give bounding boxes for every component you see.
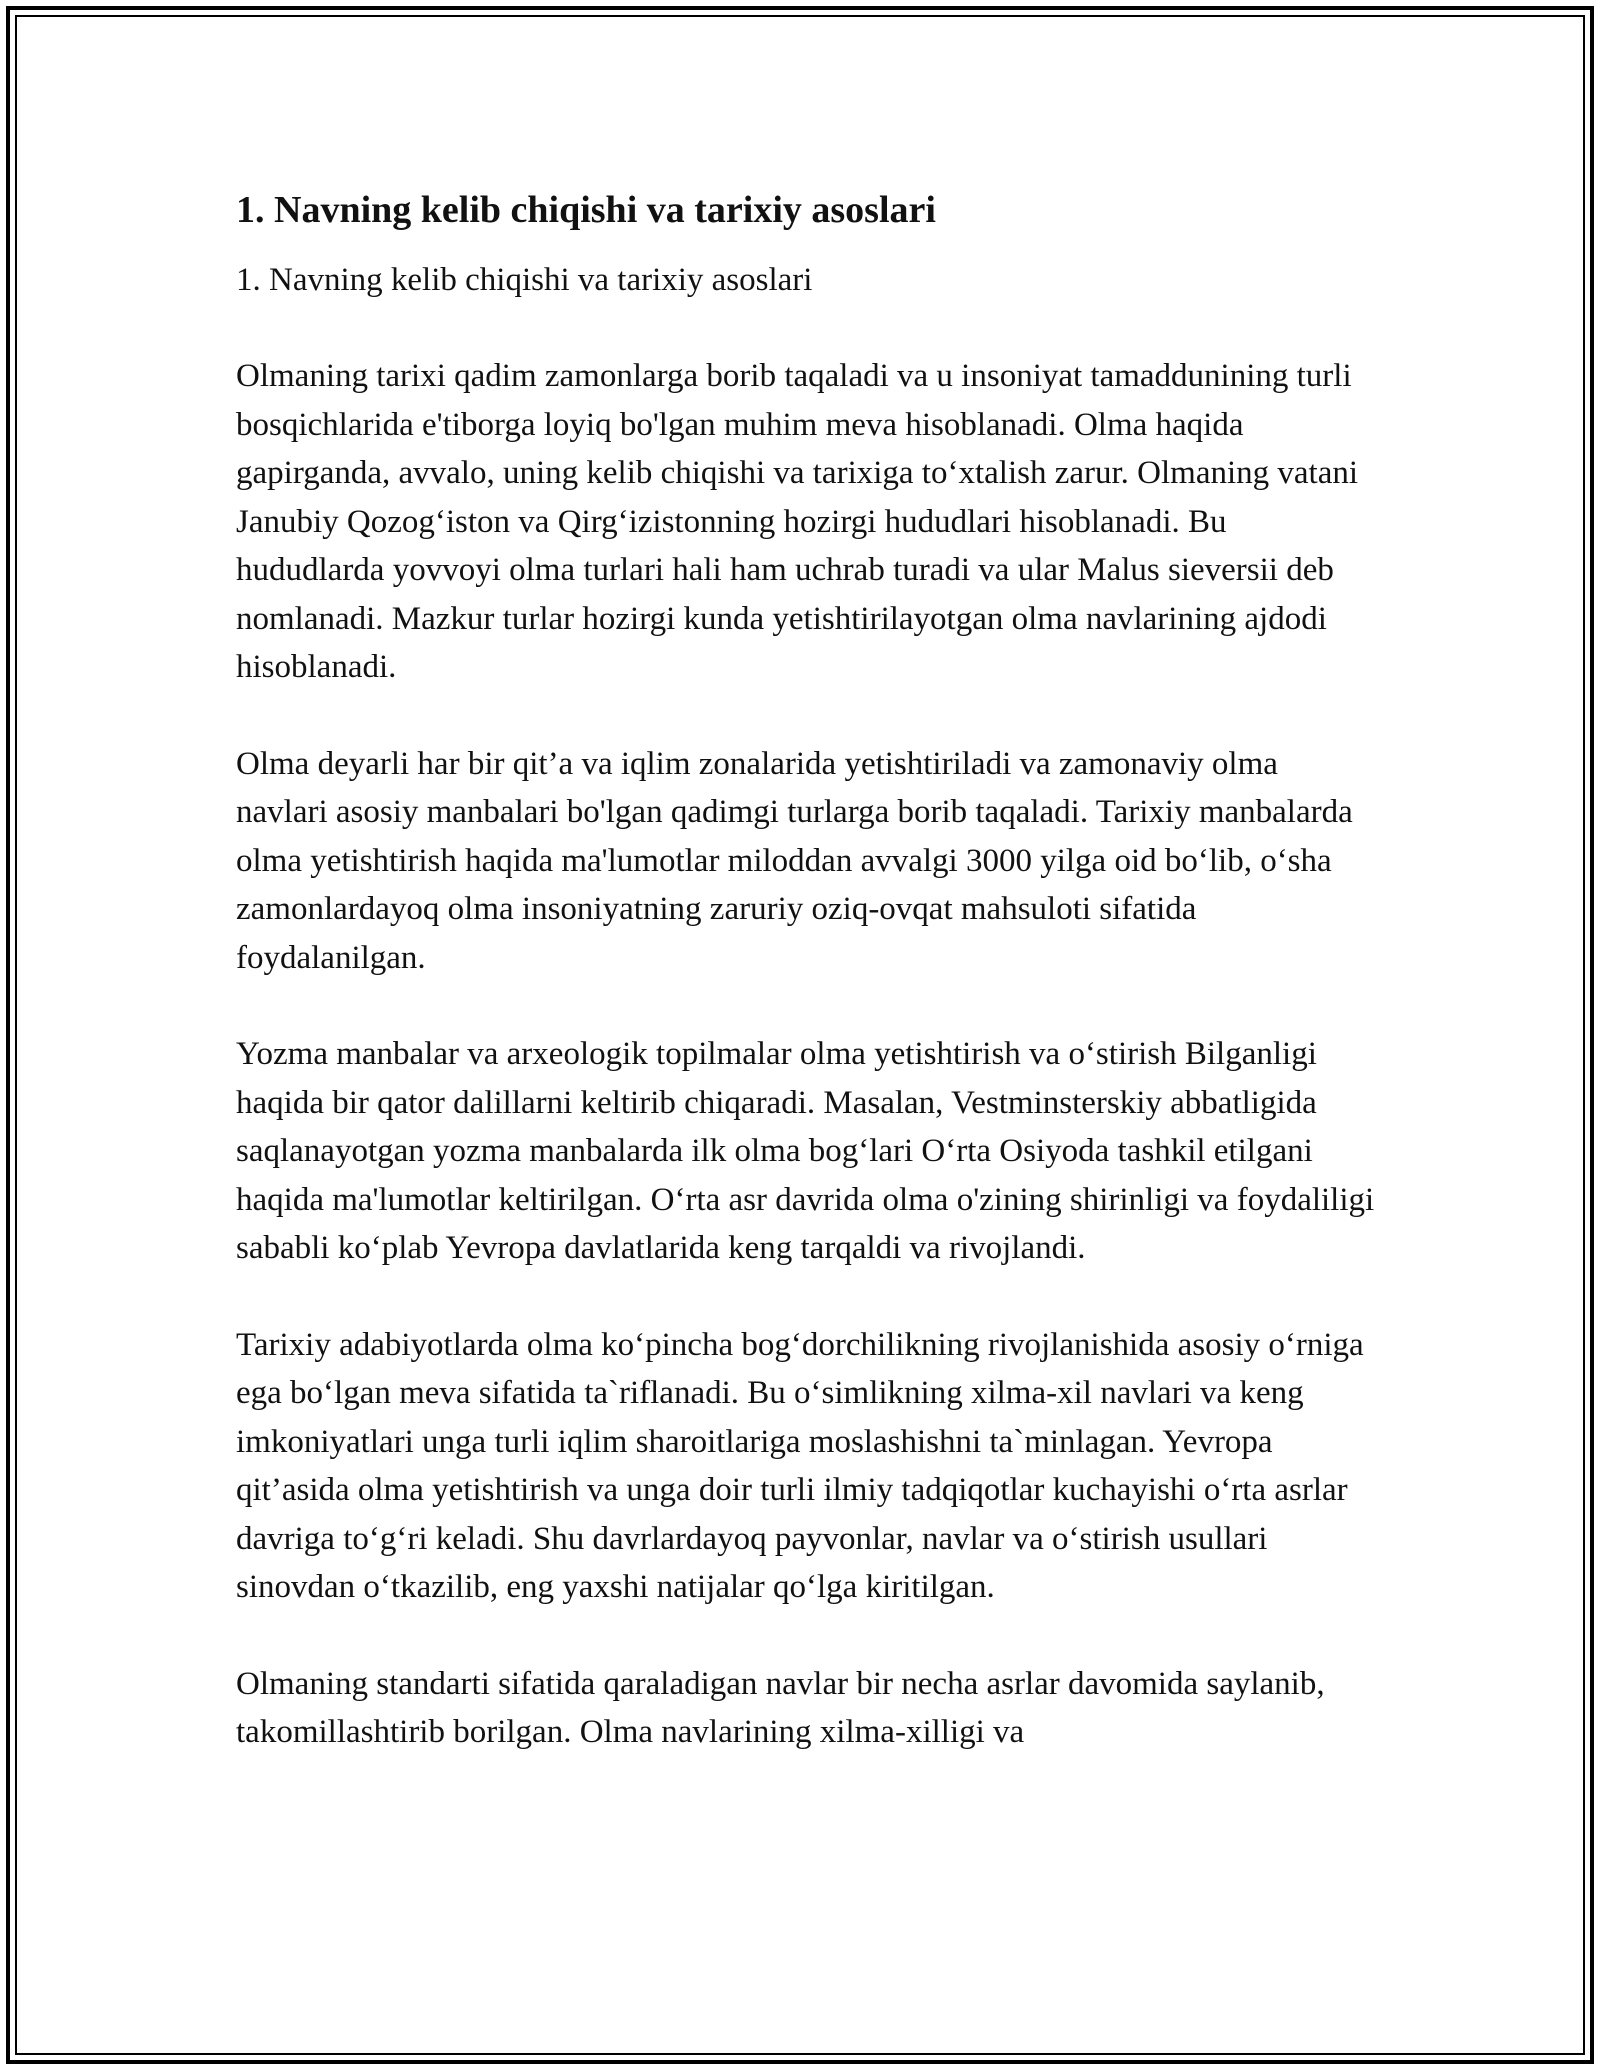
paragraph-3: Yozma manbalar va arxeologik topilmalar olma yetishtirish va o‘stirish Bilganligi haqida bir qator dalillarni keltirib chiqaradi. Masalan, Vestminsterskiy abbatligida saqlanayotgan yozma manbalarda ilk olma bog‘lari O‘rta Osiyoda tashkil etilgani haqida ma'lumotlar keltirilgan. O‘rta asr davrida olma o'zining shirinligi va foydaliligi sababli ko‘plab Yevropa davlatlarida keng tarqaldi va rivojlandi. — [236, 1036, 1375, 1266]
document-body — [236, 186, 1376, 1805]
paragraph-2: Olma deyarli har bir qit’a va iqlim zonalarida yetishtiriladi va zamonaviy olma navlari asosiy manbalari bo'lgan qadimgi turlarga borib taqaladi. Tarixiy manbalarda olma yetishtirish haqida ma'lumotlar miloddan avvalgi 3000 yilga oid bo‘lib, o‘sha zamonlardayoq olma insoniyatning zaruriy oziq-ovqat mahsuloti sifatida foydalanilgan. — [236, 745, 1353, 976]
section-subheading: 1. Navning kelib chiqishi va tarixiy asoslari — [236, 262, 813, 298]
section-heading: 1. Navning kelib chiqishi va tarixiy asoslari — [236, 189, 936, 231]
paragraph-4: Tarixiy adabiyotlarda olma ko‘pincha bog‘dorchilikning rivojlanishida asosiy o‘rniga ega bo‘lgan meva sifatida ta`riflanadi. Bu o‘simlikning xilma-xil navlari va keng imkoniyatlari unga turli iqlim sharoitlariga moslashishni ta`minlagan. Yevropa qit’asida olma yetishtirish va unga doir turli ilmiy tadqiqotlar kuchayishi o‘rta asrlar davriga to‘g‘ri keladi. Shu davrlardayoq payvonlar, navlar va o‘stirish usullari sinovdan o‘tkazilib, eng yaxshi natijalar qo‘lga kiritilgan. — [236, 1326, 1364, 1605]
paragraph-5: Olmaning standarti sifatida qaraladigan navlar bir necha asrlar davomida saylanib, takomillashtirib borilgan. Olma navlarining xilma-xilligi va — [236, 1665, 1325, 1750]
paragraph-1: Olmaning tarixi qadim zamonlarga borib taqaladi va u insoniyat tamaddunining turli bosqichlarida e'tiborga loyiq bo'lgan muhim meva hisoblanadi. Olma haqida gapirganda, avvalo, uning kelib chiqishi va tarixiga to‘xtalish zarur. Olmaning vatani Janubiy Qozog‘iston va Qirg‘izistonning hozirgi hududlari hisoblanadi. Bu hududlarda yovvoyi olma turlari hali ham uchrab turadi va ular Malus sieversii deb nomlanadi. Mazkur turlar hozirgi kunda yetishtirilayotgan olma navlarining ajdodi hisoblanadi. — [236, 358, 1359, 685]
